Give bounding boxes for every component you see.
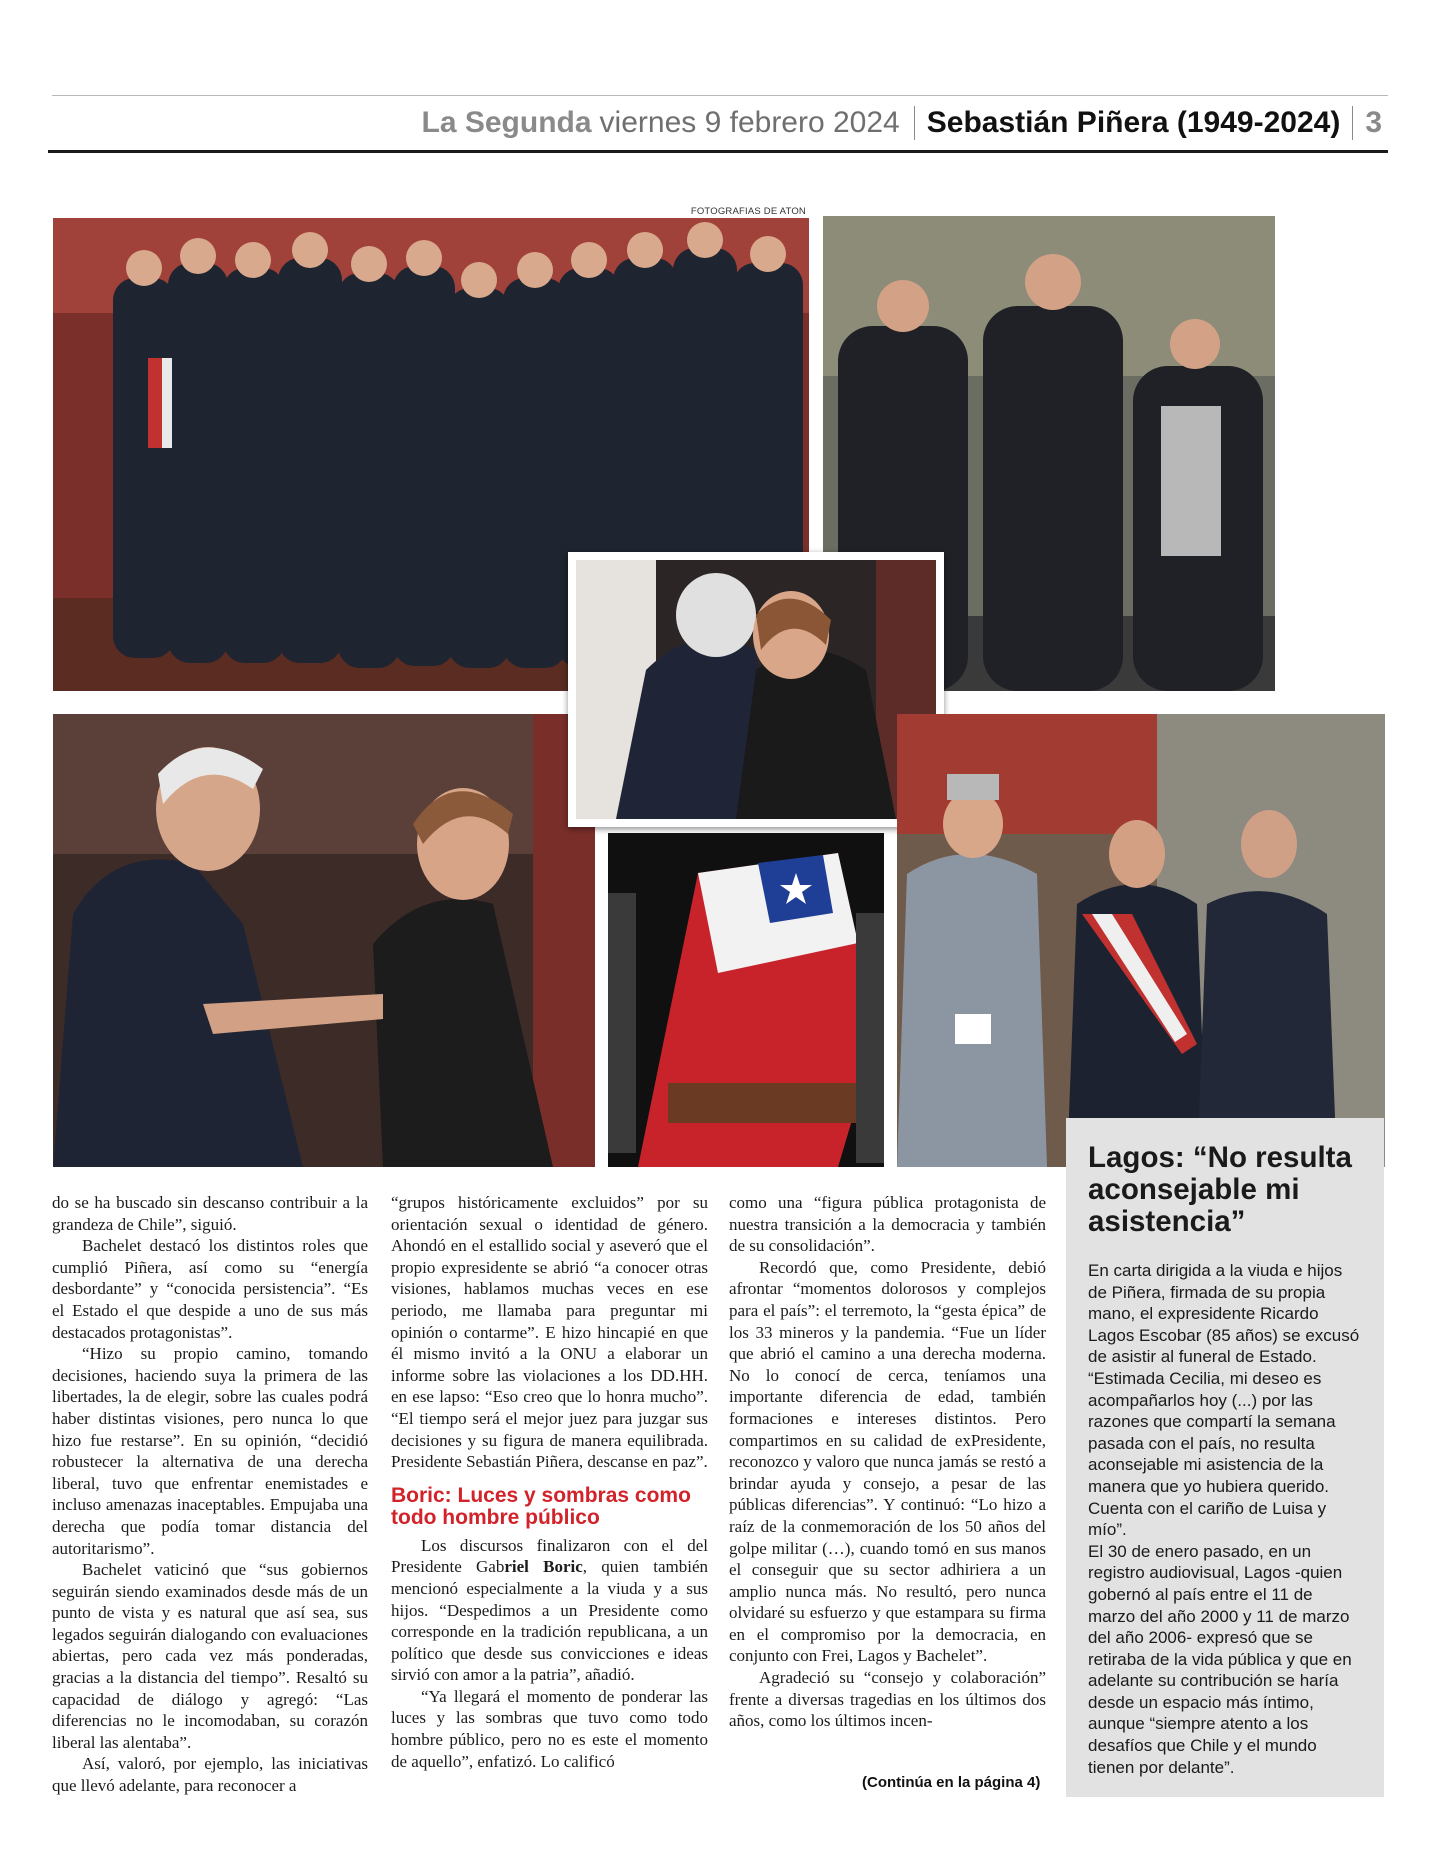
newspaper-name: La Segunda	[421, 106, 592, 139]
article-column-2	[391, 1192, 708, 1772]
photo-embrace	[576, 560, 936, 819]
article-column-3	[729, 1192, 1046, 1732]
page-number: 3	[1365, 106, 1382, 139]
continues-note: (Continúa en la página 4)	[862, 1774, 1041, 1791]
masthead-divider	[1352, 106, 1353, 140]
paragraph: “grupos históricamente excluidos” por su orientación sexual o identidad de género. Ahondó en el estallido social y aseveró que el propio expresidente se abrió “a conocer otras visiones, hablamos muchas veces en ese periodo, me llamaba para preguntar mi opinión o contarme”. E hizo hincapié en que él mismo invitó a la ONU a elaborar un informe sobre las violaciones a los DD.HH. en ese lapso: “Eso creo que lo honra mucho”. “El tiempo será el mejor juez para juzgar sus decisiones y su figura de manera equilibrada. Presidente Sebastián Piñera, descanse en paz”.	[391, 1193, 708, 1472]
sidebar-box	[1066, 1118, 1384, 1797]
sidebar-paragraph: El 30 de enero pasado, en un registro audiovisual, Lagos -quien gobernó al país entre el 11 de marzo del año 2000 y 11 de marzo del año 2006- expresó que se retiraba de la vida pública y que en adelante su contribución se haría desde un espacio más íntimo, aunque “siempre atento a los desafíos que Chile y el mundo tienen por delante”.	[1088, 1541, 1352, 1777]
photo-greeting	[53, 714, 595, 1167]
issue-date: viernes 9 febrero 2024	[599, 106, 900, 139]
photo-flag-casket	[608, 833, 884, 1167]
masthead	[422, 100, 1382, 146]
article-column-1	[52, 1192, 368, 1797]
paragraph: Bachelet destacó los distintos roles que cumplió Piñera, así como su “energía desbordante” y “conocida persistencia”. “Es el Estado el que despide a uno de sus más destacados protagonistas”.	[52, 1236, 368, 1342]
paragraph: do se ha buscado sin descanso contribuir a la grandeza de Chile”, siguió.	[52, 1193, 368, 1234]
paragraph: Los discursos finalizaron con el del Presidente Gabriel Boric, quien también mencionó especialmente a la viuda y a sus hijos. “Despedimos a un Presidente como corresponde en la tradición republicana, a un político que desde sus convicciones e ideas sirvió con amor a la patria”, añadió.	[391, 1535, 708, 1685]
section-title: Sebastián Piñera (1949-2024)	[926, 106, 1341, 139]
paragraph: Bachelet vaticinó que “sus gobiernos seguirán siendo examinados desde más de un punto de vista y es natural que así sea, sus legados seguirán dialogando con evaluaciones abiertas, pero cada vez más ponderadas, gracias a la distancia del tiempo”. Resaltó su capacidad de diálogo y agregó: “Las diferencias no le incomodaban, su corazón liberal las alentaba”.	[52, 1560, 368, 1752]
paragraph: como una “figura pública protagonista de nuestra transición a la democracia y también de su consolidación”.	[729, 1193, 1046, 1256]
subheading: Boric: Luces y sombras como todo hombre público	[391, 1483, 691, 1529]
photo-credit: FOTOGRAFIAS DE ATON	[690, 206, 806, 217]
top-hairline	[52, 95, 1388, 96]
inset-embrace-frame	[568, 552, 944, 827]
paragraph: Agradeció su “consejo y colaboración” frente a diversas tragedias en los últimos dos años, como los últimos incen-	[729, 1668, 1046, 1731]
paragraph: Recordó que, como Presidente, debió afrontar “momentos dolorosos y complejos para el país”: el terremoto, la “gesta épica” de los 33 mineros y la pandemia. “Fue un líder que abrió el camino a una derecha moderna. No lo conocí de cerca, teníamos una importante diferencia de edad, también formaciones e intereses distintos. Pero compartimos en su calidad de exPresidente, reconozco y valoro que nunca jamás se restó a brindar ayuda y consejo, a pesar de las públicas diferencias”. Y continuó: “Lo hizo a raíz de la conmemoración de los 50 años del golpe militar (…), cuando tomó en sus manos el conseguir que su sector adhiriera a un amplio nunca más. No resultó, pero nunca olvidaré su esfuerzo y que estampara su firma en el compromiso por la democracia, en conjunto con Frei, Lagos y Bachelet”.	[729, 1257, 1046, 1666]
sidebar-paragraph: En carta dirigida a la viuda e hijos de Piñera, firmada de su propia mano, el expresidente Ricardo Lagos Escobar (85 años) se excusó de asistir al funeral de Estado. “Estimada Cecilia, mi deseo es acompañarlos hoy (...) por las razones que compartí la semana pasada con el país, no resulta aconsejable mi asistencia de la manera que yo hubiera querido. Cuenta con el cariño de Luisa y mío”.	[1088, 1261, 1360, 1540]
masthead-divider	[914, 106, 915, 140]
photo-honor-guard-handshake	[897, 714, 1385, 1167]
paragraph: Así, valoró, por ejemplo, las iniciativas que llevó adelante, para reconocer a	[52, 1754, 368, 1796]
paragraph: “Ya llegará el momento de ponderar las luces y las sombras que tuvo como todo hombre público, pero no es este el momento de aquello”, enfatizó. Lo calificó	[391, 1686, 708, 1771]
paragraph: “Hizo su propio camino, tomando decisiones, haciendo suya la primera de las libertades, la de elegir, sobre las cuales podrá haber distintas visiones, pero nunca lo que hizo fue restarse”. En su opinión, “decidió robustecer la alternativa de una derecha liberal, tuvo que enfrentar enemistades e incluso amenazas inaceptables. Empujaba una derecha que podía tomar distancia del autoritarismo”.	[52, 1344, 368, 1558]
header-rule	[48, 150, 1388, 153]
sidebar-title: Lagos: “No resulta aconsejable mi asistencia”	[1088, 1141, 1352, 1238]
